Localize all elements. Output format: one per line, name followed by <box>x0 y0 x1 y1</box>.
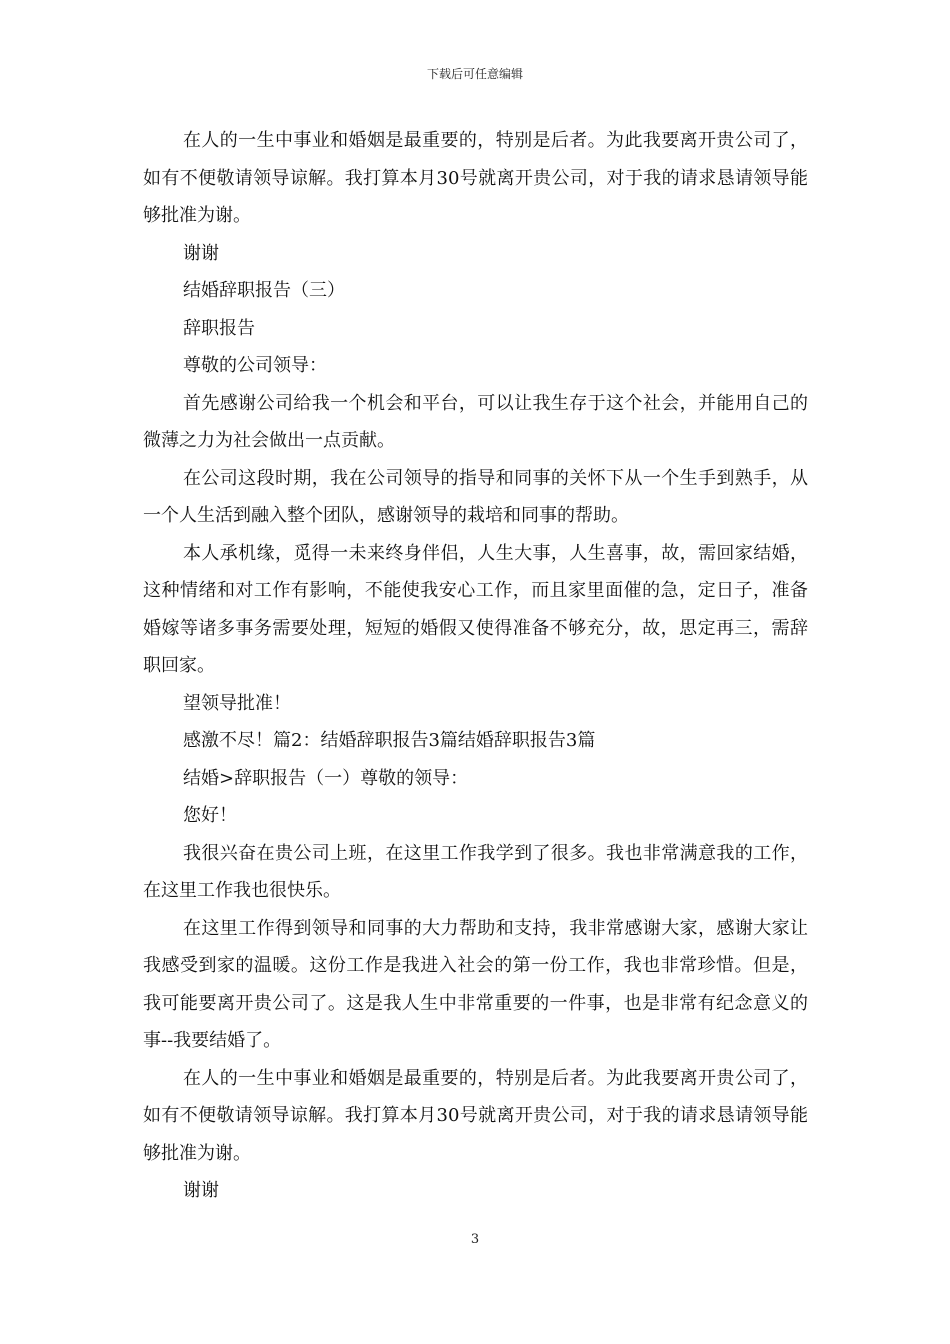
paragraph: 结婚>辞职报告（一）尊敬的领导： <box>183 767 469 789</box>
page-header: 下载后可任意编辑 <box>426 67 523 81</box>
paragraph: 谢谢 <box>183 242 219 264</box>
paragraph: 在人的一生中事业和婚姻是最重要的，特别是后者。为此我要离开贵公司了，如有不便敬请领导谅解。我打算本月30号就离开贵公司，对于我的请求恳请领导能够批准为谢。 <box>143 130 808 226</box>
paragraph: 在人的一生中事业和婚姻是最重要的，特别是后者。为此我要离开贵公司了，如有不便敬请领导谅解。我打算本月30号就离开贵公司，对于我的请求恳请领导能够批准为谢。 <box>143 1067 808 1164</box>
page-number: 3 <box>470 1232 480 1247</box>
section-title: 结婚辞职报告（三） <box>183 280 345 301</box>
paragraph: 首先感谢公司给我一个机会和平台，可以让我生存于这个社会，并能用自己的微薄之力为社会做出一点贡献。 <box>143 392 808 451</box>
paragraph: 辞职报告 <box>183 317 255 339</box>
document-body <box>143 122 808 1210</box>
paragraph: 望领导批准！ <box>183 692 291 714</box>
paragraph: 我很兴奋在贵公司上班，在这里工作我学到了很多。我也非常满意我的工作，在这里工作我也很快乐。 <box>143 842 808 901</box>
salutation: 尊敬的公司领导： <box>183 355 327 376</box>
paragraph: 在这里工作得到领导和同事的大力帮助和支持，我非常感谢大家，感谢大家让我感受到家的温暖。这份工作是我进入社会的第一份工作，我也非常珍惜。但是，我可能要离开贵公司了。这是我人生中非常重要的一件事，也是非常有纪念意义的事--我要结婚了。 <box>143 917 808 1051</box>
paragraph: 本人承机缘，觅得一未来终身伴侣，人生大事，人生喜事，故，需回家结婚，这种情绪和对工作有影响，不能使我安心工作，而且家里面催的急，定日子，准备婚嫁等诸多事务需要处理，短短的婚假又使得准备不够充分，故，思定再三，需辞职回家。 <box>143 542 808 676</box>
paragraph: 您好！ <box>183 805 237 826</box>
paragraph: 感激不尽！篇2：结婚辞职报告3篇结婚辞职报告3篇 <box>183 730 596 751</box>
paragraph: 谢谢 <box>183 1180 219 1201</box>
paragraph: 在公司这段时期，我在公司领导的指导和同事的关怀下从一个生手到熟手，从一个人生活到融入整个团队，感谢领导的栽培和同事的帮助。 <box>143 467 808 526</box>
